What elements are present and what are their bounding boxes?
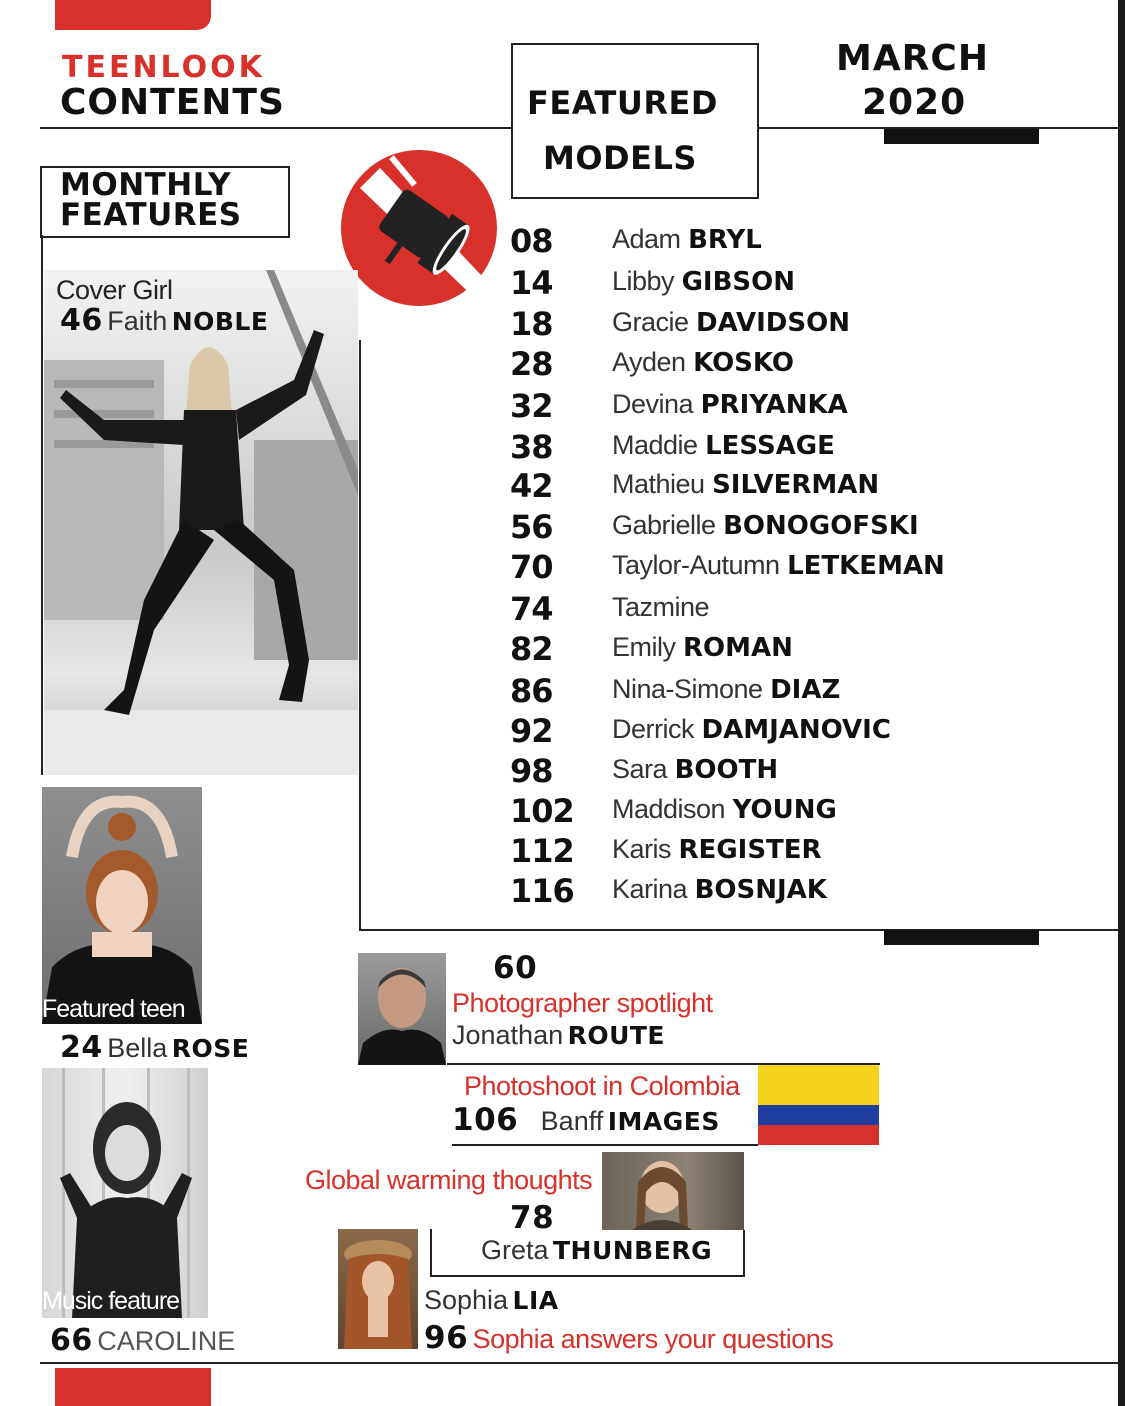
global-last: THUNBERG <box>552 1236 713 1265</box>
featured-model-name <box>612 430 835 461</box>
global-left-rule <box>430 1229 432 1277</box>
sophia-photo <box>338 1229 418 1349</box>
colombia-rule <box>452 1144 758 1146</box>
featured-model-page: 92 <box>510 712 553 750</box>
featured-model-row[interactable] <box>510 872 1030 914</box>
featured-model-first-name: Maddison <box>612 794 726 824</box>
featured-model-page: 18 <box>510 305 553 343</box>
colombia-credit <box>452 1102 720 1138</box>
featured-model-page: 112 <box>510 832 574 870</box>
monthly-features-title-2: FEATURES <box>60 197 242 233</box>
bottom-red-tab <box>55 1368 211 1406</box>
sophia-last: LIA <box>512 1286 559 1315</box>
featured-model-row[interactable] <box>510 345 1030 387</box>
featured-model-first-name: Emily <box>612 632 676 662</box>
global-label: Global warming thoughts <box>305 1165 593 1195</box>
featured-model-first-name: Tazmine <box>612 592 710 622</box>
music-feature-photo <box>42 1068 208 1318</box>
featured-model-row[interactable] <box>510 752 1030 794</box>
featured-model-name <box>612 592 709 623</box>
featured-teen-label: Featured teen <box>42 995 185 1023</box>
featured-model-row[interactable] <box>510 508 1030 550</box>
featured-teen-photo <box>42 787 202 1024</box>
featured-model-page: 98 <box>510 752 553 790</box>
featured-model-row[interactable] <box>510 428 1030 470</box>
featured-model-first-name: Devina <box>612 389 694 419</box>
photographer-first: Jonathan <box>452 1020 564 1050</box>
photographer-photo <box>358 953 446 1065</box>
featured-model-last-name: ROMAN <box>683 633 793 663</box>
featured-model-row[interactable] <box>510 832 1030 874</box>
featured-model-row[interactable] <box>510 792 1030 834</box>
featured-model-page: 56 <box>510 508 553 546</box>
featured-model-name <box>612 469 879 500</box>
featured-model-name <box>612 674 840 705</box>
top-black-bar <box>884 129 1039 144</box>
featured-model-first-name: Derrick <box>612 714 694 744</box>
featured-model-first-name: Karina <box>612 874 688 904</box>
featured-model-last-name: KOSKO <box>693 348 794 378</box>
featured-model-page: 28 <box>510 345 553 383</box>
colombia-flag-icon <box>758 1065 879 1145</box>
featured-model-name <box>612 266 795 297</box>
global-bottom-rule <box>430 1275 745 1277</box>
global-credit <box>481 1235 712 1266</box>
featured-model-row[interactable] <box>510 712 1030 754</box>
photographer-label: Photographer spotlight <box>452 988 713 1018</box>
featured-model-name <box>612 550 945 581</box>
featured-model-name <box>612 347 794 378</box>
global-page: 78 <box>510 1200 555 1236</box>
featured-model-first-name: Gracie <box>612 307 689 337</box>
music-feature-label: Music feature <box>42 1287 180 1315</box>
featured-model-last-name: SILVERMAN <box>712 470 880 500</box>
music-feature-page: 66 <box>50 1323 93 1358</box>
featured-model-name <box>612 632 793 663</box>
cover-girl-credit <box>60 303 268 338</box>
featured-model-row[interactable] <box>510 590 1030 632</box>
top-rule-left <box>40 127 512 129</box>
magazine-name: TEENLOOK <box>62 50 265 85</box>
featured-model-first-name: Maddie <box>612 430 698 460</box>
global-right-rule <box>743 1230 745 1277</box>
featured-model-first-name: Nina-Simone <box>612 674 763 704</box>
featured-model-row[interactable] <box>510 630 1030 672</box>
featured-model-page: 70 <box>510 548 553 586</box>
featured-model-page: 82 <box>510 630 553 668</box>
featured-model-last-name: DAMJANOVIC <box>701 715 891 745</box>
left-column-rule <box>41 235 43 775</box>
colombia-last: IMAGES <box>607 1107 720 1136</box>
photographer-credit <box>452 1020 665 1051</box>
featured-list-left-rule <box>359 340 361 930</box>
featured-model-row[interactable] <box>510 305 1030 347</box>
photographer-last: ROUTE <box>567 1021 665 1050</box>
featured-model-page: 14 <box>510 264 553 302</box>
sophia-credit <box>424 1285 559 1316</box>
featured-models-title-1: FEATURED <box>527 84 718 122</box>
featured-model-last-name: BRYL <box>688 225 762 255</box>
featured-model-last-name: BOOTH <box>674 755 779 785</box>
sophia-feature <box>424 1320 833 1356</box>
featured-model-page: 74 <box>510 590 553 628</box>
featured-model-first-name: Mathieu <box>612 469 705 499</box>
greta-photo <box>602 1152 744 1230</box>
featured-model-last-name: BOSNJAK <box>694 875 827 905</box>
featured-models-title-2: MODELS <box>543 139 697 177</box>
featured-model-last-name: GIBSON <box>681 267 795 297</box>
featured-teen-last: ROSE <box>171 1034 250 1063</box>
featured-model-name <box>612 794 837 825</box>
featured-model-page: 32 <box>510 387 553 425</box>
featured-model-last-name: DIAZ <box>770 675 841 705</box>
featured-model-last-name: BONOGOFSKI <box>723 511 919 541</box>
featured-model-last-name: YOUNG <box>732 795 837 825</box>
featured-model-name <box>612 510 919 541</box>
featured-model-row[interactable] <box>510 264 1030 306</box>
issue-year: 2020 <box>862 82 967 123</box>
featured-model-last-name: PRIYANKA <box>700 390 848 420</box>
cover-girl-photo <box>44 270 358 775</box>
featured-model-first-name: Gabrielle <box>612 510 716 540</box>
sophia-page: 96 <box>424 1320 469 1356</box>
featured-model-page: 08 <box>510 222 553 260</box>
featured-model-first-name: Sara <box>612 754 668 784</box>
featured-model-last-name: DAVIDSON <box>696 308 850 338</box>
monthly-features-title-1: MONTHLY <box>60 167 232 203</box>
cover-girl-last: NOBLE <box>171 307 269 336</box>
music-feature-credit <box>50 1323 235 1358</box>
featured-model-first-name: Taylor-Autumn <box>612 550 780 580</box>
featured-model-name <box>612 714 891 745</box>
music-feature-name: CAROLINE <box>97 1326 236 1356</box>
photographer-page: 60 <box>493 950 538 986</box>
featured-model-page: 116 <box>510 872 574 910</box>
featured-model-first-name: Libby <box>612 266 675 296</box>
top-red-tab <box>55 0 211 30</box>
cover-girl-label: Cover Girl <box>56 275 173 305</box>
sophia-first: Sophia <box>424 1285 509 1315</box>
featured-teen-first: Bella <box>107 1033 168 1063</box>
featured-model-page: 42 <box>510 467 553 505</box>
featured-model-row[interactable] <box>510 548 1030 590</box>
issue-month: MARCH <box>836 38 989 79</box>
featured-model-page: 102 <box>510 792 574 830</box>
global-first: Greta <box>481 1235 549 1265</box>
colombia-label: Photoshoot in Colombia <box>464 1071 740 1101</box>
featured-model-first-name: Karis <box>612 834 672 864</box>
featured-model-name <box>612 874 827 905</box>
featured-model-name <box>612 754 778 785</box>
colombia-first: Banff <box>540 1106 604 1136</box>
featured-model-last-name: LESSAGE <box>705 431 835 461</box>
cover-girl-first: Faith <box>107 306 168 336</box>
featured-teen-page: 24 <box>60 1030 103 1065</box>
featured-model-first-name: Adam <box>612 224 681 254</box>
featured-model-page: 38 <box>510 428 553 466</box>
contents-title: CONTENTS <box>60 82 285 123</box>
featured-model-name <box>612 224 762 255</box>
featured-model-row[interactable] <box>510 672 1030 714</box>
featured-model-name <box>612 307 850 338</box>
featured-model-name <box>612 389 848 420</box>
cover-girl-page: 46 <box>60 303 103 338</box>
featured-model-last-name: LETKEMAN <box>787 551 945 581</box>
featured-model-page: 86 <box>510 672 553 710</box>
colombia-page: 106 <box>452 1102 519 1138</box>
bottom-rule <box>40 1362 1118 1364</box>
sophia-label: Sophia answers your questions <box>472 1324 834 1354</box>
featured-model-first-name: Ayden <box>612 347 686 377</box>
featured-list-bottom-bar <box>884 930 1039 945</box>
featured-teen-credit <box>60 1030 249 1065</box>
featured-model-row[interactable] <box>510 222 1030 264</box>
right-page-edge <box>1118 0 1125 1406</box>
featured-model-last-name: REGISTER <box>678 835 822 865</box>
featured-model-row[interactable] <box>510 387 1030 429</box>
spotlight-icon <box>340 148 498 308</box>
featured-model-row[interactable] <box>510 467 1030 509</box>
featured-model-name <box>612 834 822 865</box>
